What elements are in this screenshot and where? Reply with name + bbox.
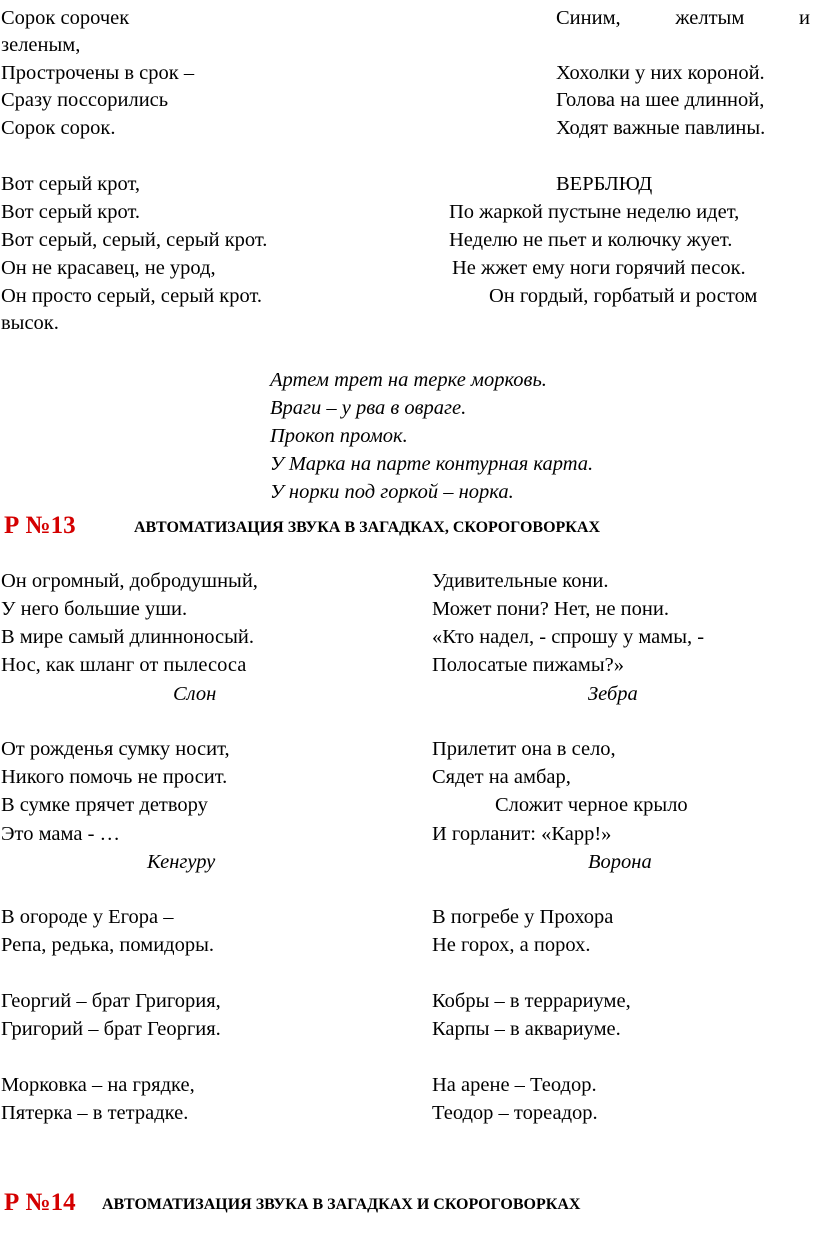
twister-line: Не горох, а порох. [432,934,591,956]
section-number: Р №14 [4,1189,76,1216]
twister-line: Морковка – на грядке, [1,1074,195,1096]
word: и [799,7,810,29]
poem-line: По жаркой пустыне неделю идет, [449,201,740,223]
riddle-answer: Ворона [588,851,652,873]
riddle-line: Удивительные кони. [432,570,609,592]
riddle-line: В мире самый длинноносый. [1,626,255,648]
riddle-answer: Слон [173,683,217,705]
riddle-line: Он огромный, добродушный, [1,570,258,592]
twister-line: В огороде у Егора – [1,906,174,928]
riddle-answer: Зебра [588,683,638,705]
riddle-line: Сложит черное крыло [495,794,688,816]
riddle-line: В сумке прячет детвору [1,794,208,816]
tongue-twister: Прокоп промок. [270,425,408,447]
poem-line: высок. [1,312,59,334]
poem-line: Сразу поссорились [1,89,169,111]
riddle-line: Сядет на амбар, [432,766,571,788]
section-number: Р №13 [4,512,76,539]
twister-line: Пятерка – в тетрадке. [1,1102,189,1124]
poem-line: Голова на шее длинной, [556,89,765,111]
twister-line: Кобры – в террариуме, [432,990,631,1012]
poem-title: ВЕРБЛЮД [556,173,653,195]
riddle-line: «Кто надел, - спрошу у мамы, - [432,626,705,648]
twister-line: На арене – Теодор. [432,1074,597,1096]
poem-line: Он не красавец, не урод, [1,257,216,279]
poem-line: Вот серый крот, [1,173,141,195]
tongue-twister: У норки под горкой – норка. [270,481,514,503]
poem-line: зеленым, [1,34,81,56]
poem-line-justified [556,8,810,29]
word: Синим, [556,7,621,29]
riddle-line: И горланит: «Карр!» [432,823,612,845]
riddle-answer: Кенгуру [147,851,216,873]
twister-line: Репа, редька, помидоры. [1,934,215,956]
poem-line: Ходят важные павлины. [556,117,766,139]
poem-line: Он просто серый, серый крот. [1,285,263,307]
word: желтым [675,7,745,29]
poem-line: Прострочены в срок – [1,62,195,84]
twister-line: Карпы – в аквариуме. [432,1018,621,1040]
section-title: АВТОМАТИЗАЦИЯ ЗВУКА В ЗАГАДКАХ И СКОРОГОВОРКАХ [102,1196,581,1213]
riddle-line: Может пони? Нет, не пони. [432,598,669,620]
poem-line: Сорок сорочек [1,7,130,29]
poem-line: Сорок сорок. [1,117,116,139]
poem-line: Неделю не пьет и колючку жует. [449,229,733,251]
twister-line: Георгий – брат Григория, [1,990,221,1012]
riddle-line: Нос, как шланг от пылесоса [1,654,247,676]
riddle-line: Полосатые пижамы?» [432,654,624,676]
poem-line: Хохолки у них короной. [556,62,765,84]
poem-line: Вот серый крот. [1,201,141,223]
twister-line: Теодор – тореадор. [432,1102,598,1124]
riddle-line: От рожденья сумку носит, [1,738,230,760]
riddle-line: Это мама - … [1,823,121,845]
riddle-line: У него большие уши. [1,598,188,620]
riddle-line: Никого помочь не просит. [1,766,228,788]
poem-line: Он гордый, горбатый и ростом [489,285,758,307]
poem-line: Вот серый, серый, серый крот. [1,229,268,251]
tongue-twister: Артем трет на терке морковь. [270,369,547,391]
section-title: АВТОМАТИЗАЦИЯ ЗВУКА В ЗАГАДКАХ, СКОРОГОВОРКАХ [134,519,600,536]
riddle-line: Прилетит она в село, [432,738,616,760]
poem-line: Не жжет ему ноги горячий песок. [452,257,746,279]
tongue-twister: У Марка на парте контурная карта. [270,453,594,475]
twister-line: Григорий – брат Георгия. [1,1018,221,1040]
twister-line: В погребе у Прохора [432,906,614,928]
tongue-twister: Враги – у рва в овраге. [270,397,467,419]
